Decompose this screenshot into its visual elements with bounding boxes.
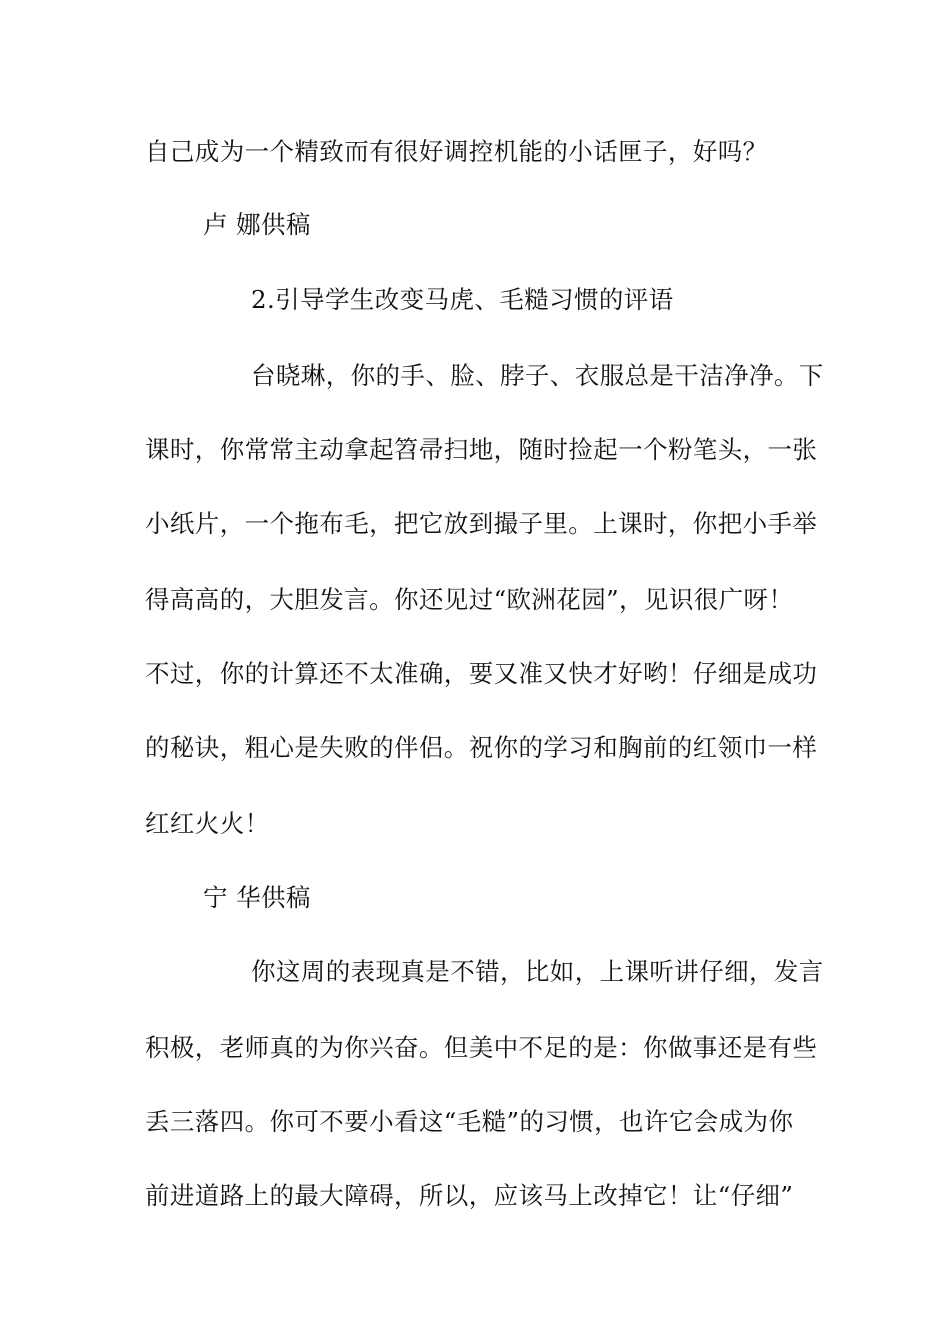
text-line: 台晓琳，你的手、脸、脖子、衣服总是干洁净净。下 xyxy=(251,361,824,390)
text-line: 课时，你常常主动拿起笤帚扫地，随时捡起一个粉笔头，一张 xyxy=(145,435,818,464)
text-line: 红红火火！ xyxy=(145,809,270,838)
text-line: 不过，你的计算还不太准确，要又准又快才好哟！仔细是成功 xyxy=(145,659,818,688)
signature-line: 宁 华供稿 xyxy=(203,883,311,912)
signature-line: 卢 娜供稿 xyxy=(203,210,311,239)
text-line: 你这周的表现真是不错，比如，上课听讲仔细，发言 xyxy=(251,957,824,986)
section-heading: 2.引导学生改变马虎、毛糙习惯的评语 xyxy=(251,285,674,314)
text-line: 得高高的，大胆发言。你还见过“欧洲花园”，见识很广呀！ xyxy=(145,585,794,614)
text-line: 自己成为一个精致而有很好调控机能的小话匣子，好吗？ xyxy=(145,137,768,166)
text-line: 前进道路上的最大障碍，所以，应该马上改掉它！让“仔细” xyxy=(145,1181,794,1210)
text-line: 小纸片，一个拖布毛，把它放到撮子里。上课时，你把小手举 xyxy=(145,509,818,538)
text-line: 的秘诀，粗心是失败的伴侣。祝你的学习和胸前的红领巾一样 xyxy=(145,733,818,762)
text-line: 积极，老师真的为你兴奋。但美中不足的是：你做事还是有些 xyxy=(145,1033,818,1062)
text-line: 丢三落四。你可不要小看这“毛糙”的习惯，也许它会成为你 xyxy=(145,1107,794,1136)
